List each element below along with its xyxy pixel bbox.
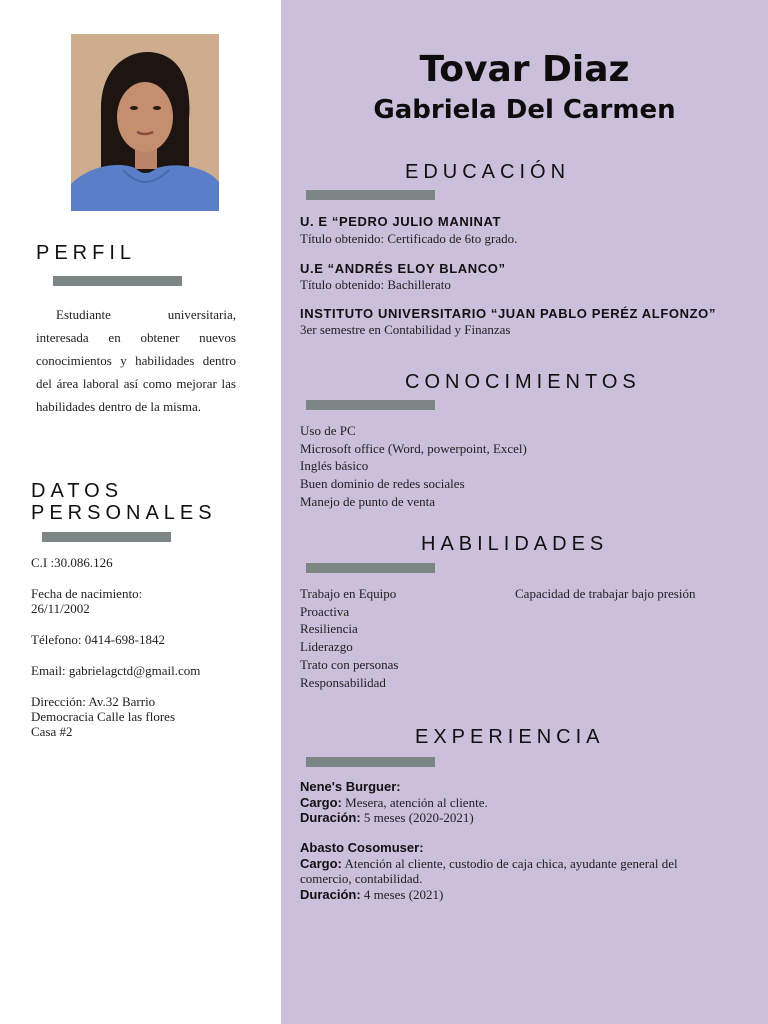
- habilidades-list-1: [300, 585, 398, 691]
- birth-label: Fecha de nacimiento:: [31, 586, 143, 601]
- conocimiento-item: Buen dominio de redes sociales: [300, 476, 465, 492]
- habilidad-item: Capacidad de trabajar bajo presión: [515, 586, 696, 601]
- habilidad-item: Resiliencia: [300, 621, 358, 637]
- address-line2: Democracia Calle las flores: [31, 709, 176, 724]
- edu-detail-1: Título obtenido: Certificado de 6to grado.: [300, 231, 518, 246]
- job-duracion-2: [300, 887, 720, 902]
- conocimientos-divider: [306, 400, 435, 410]
- habilidad-item: Liderazgo: [300, 639, 353, 655]
- profile-photo: [71, 34, 219, 211]
- job-company-2: Abasto Cosomuser:: [300, 840, 424, 855]
- conocimiento-item: Uso de PC: [300, 423, 356, 438]
- job-duracion-1: [300, 810, 720, 825]
- habilidades-heading: HABILIDADES: [421, 533, 609, 555]
- conocimiento-item: Manejo de punto de venta: [300, 493, 436, 509]
- surname-title: Tovar Diaz: [419, 49, 630, 90]
- edu-school-2: U.E “ANDRÉS ELOY BLANCO”: [300, 261, 506, 276]
- duracion-label: Duración:: [300, 887, 361, 902]
- address-line3: Casa #2: [31, 724, 73, 739]
- job-company-1: Nene's Burguer:: [300, 779, 401, 794]
- habilidad-item: Responsabilidad: [300, 674, 386, 690]
- phone-text: Télefono: 0414-698-1842: [31, 632, 165, 647]
- duracion-value: 5 meses (2020-2021): [363, 810, 474, 825]
- perfil-heading: PERFIL: [36, 242, 137, 264]
- edu-school-3: INSTITUTO UNIVERSITARIO “JUAN PABLO PERÉZ ALFONZO”: [300, 306, 716, 321]
- cargo-value: Mesera, atención al cliente.: [345, 795, 488, 810]
- educacion-heading: EDUCACIÓN: [405, 161, 571, 183]
- habilidad-item: Proactiva: [300, 603, 350, 619]
- datos-heading-line2: PERSONALES: [31, 502, 217, 524]
- habilidades-list-2: [515, 585, 695, 603]
- duracion-value: 4 meses (2021): [363, 887, 444, 902]
- perfil-text: Estudiante universitaria, interesada en obtener nuevos conocimientos y habilidades dentro del área laboral así como mejorar las habilidades dentro de la misma.: [36, 307, 236, 414]
- habilidad-item: Trato con personas: [300, 656, 399, 672]
- perfil-divider: [53, 276, 182, 286]
- edu-school-1: U. E “PEDRO JULIO MANINAT: [300, 214, 502, 229]
- duracion-label: Duración:: [300, 810, 361, 825]
- given-names-title: Gabriela Del Carmen: [373, 95, 676, 125]
- datos-divider: [42, 532, 171, 542]
- habilidades-divider: [306, 563, 435, 573]
- conocimiento-item: Inglés básico: [300, 458, 369, 474]
- birth-value: 26/11/2002: [31, 601, 90, 616]
- datos-heading-line1: DATOS: [31, 480, 124, 502]
- habilidad-item: Trabajo en Equipo: [300, 586, 397, 601]
- cargo-label: Cargo:: [300, 856, 342, 871]
- cargo-label: Cargo:: [300, 795, 342, 810]
- conocimiento-item: Microsoft office (Word, powerpoint, Excel): [300, 440, 527, 456]
- email-text: Email: gabrielagctd@gmail.com: [31, 663, 201, 678]
- job-cargo-2: [300, 856, 720, 886]
- conocimientos-list: [300, 422, 527, 511]
- experiencia-divider: [306, 757, 435, 767]
- job-cargo-1: [300, 795, 720, 810]
- cargo-value: Atención al cliente, custodio de caja chica, ayudante general del comercio, contabilidad.: [300, 856, 678, 886]
- educacion-divider: [306, 190, 435, 200]
- address-line1: Dirección: Av.32 Barrio: [31, 694, 156, 709]
- experiencia-heading: EXPERIENCIA: [415, 726, 605, 748]
- edu-detail-3: 3er semestre en Contabilidad y Finanzas: [300, 322, 511, 337]
- ci-text: C.I :30.086.126: [31, 555, 113, 570]
- conocimientos-heading: CONOCIMIENTOS: [405, 371, 641, 393]
- edu-detail-2: Título obtenido: Bachillerato: [300, 277, 451, 292]
